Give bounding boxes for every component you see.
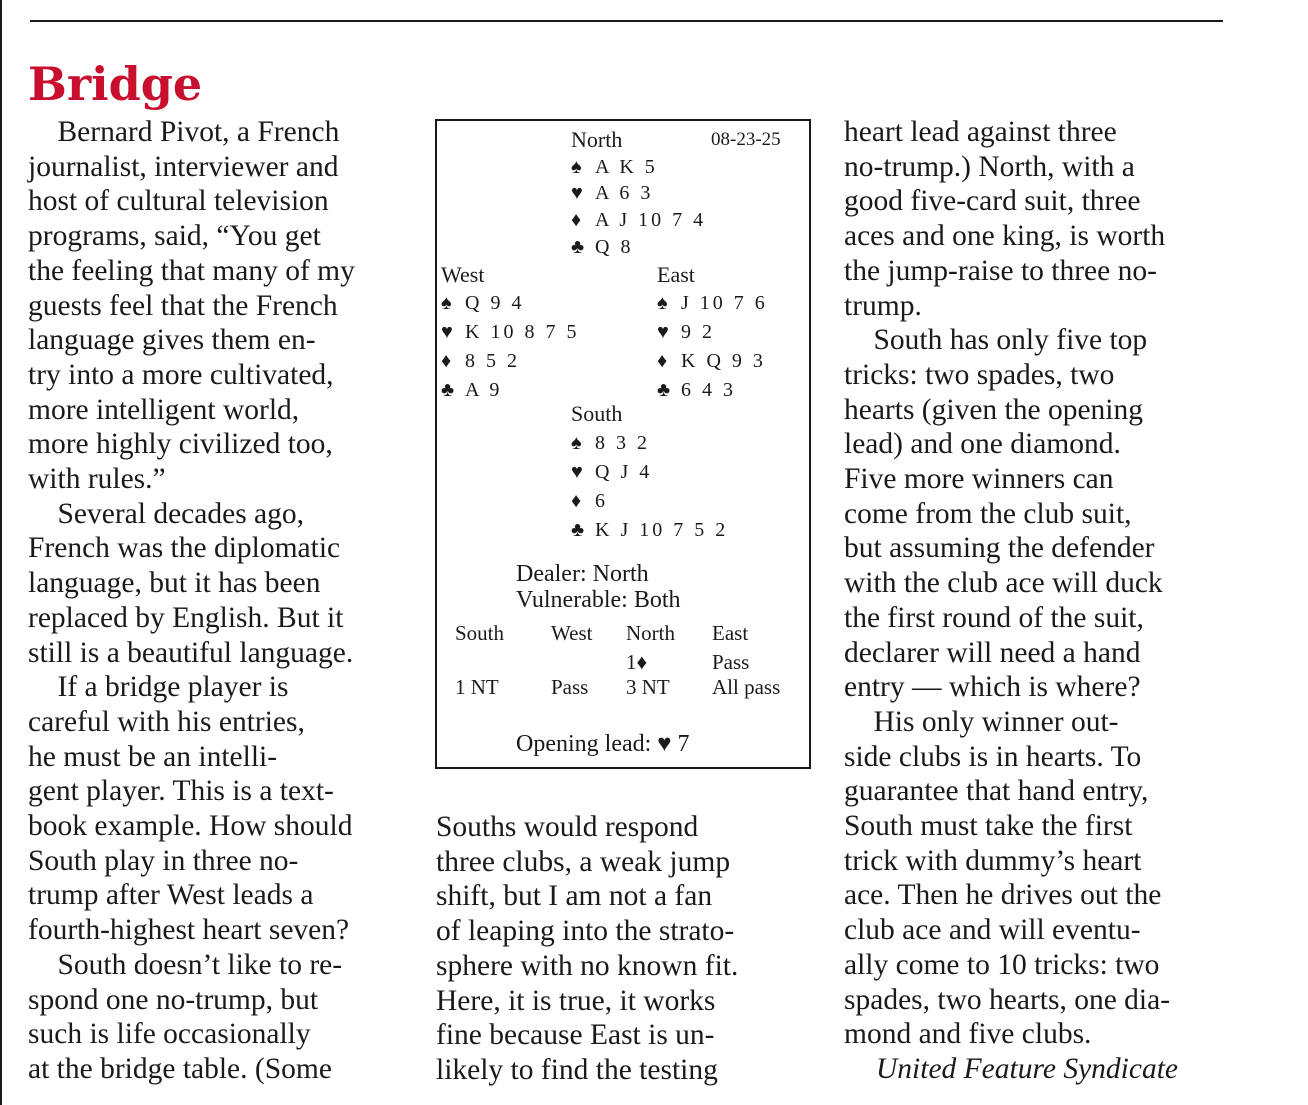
syndicate-credit: United Feature Syndicate [876,1052,1179,1085]
east-hearts: ♥ 9 2 [657,321,715,343]
north-hearts: ♥ A 6 3 [571,182,654,204]
text-line: French was the diplomatic [28,532,341,565]
diamond-icon: ♦ [657,350,668,372]
auction-bid: 1 NT [455,675,499,699]
diamond-icon: ♦ [441,350,452,372]
east-label: East [657,262,695,287]
text-line: of leaping into the strato- [436,915,735,948]
text-line: with rules.” [28,463,166,496]
text-line: club ace and will eventu- [844,914,1141,947]
vulnerable-line: Vulnerable: Both [516,587,681,613]
auction-bid: Pass [551,675,589,699]
text-line: fine because East is un- [436,1019,715,1052]
text-line: book example. How should [28,810,353,843]
text-line: host of cultural television [28,185,329,218]
dealer-line: Dealer: North [516,561,649,587]
diamond-icon: ♦ [571,209,582,231]
text-line: ally come to 10 tricks: two [844,948,1160,981]
text-line: hearts (given the opening [844,393,1144,426]
auction-header-east: East [712,621,749,645]
text-line: mond and five clubs. [844,1018,1092,1051]
text-line: aces and one king, is worth [844,220,1166,253]
text-line: South play in three no- [28,844,299,877]
south-diamonds: ♦ 6 [571,490,608,512]
south-clubs: ♣ K J 10 7 5 2 [571,519,729,541]
heart-icon: ♥ [441,321,453,343]
south-hearts: ♥ Q J 4 [571,461,653,483]
diamond-icon: ♦ [571,490,582,512]
club-icon: ♣ [657,379,671,401]
text-line: still is a beautiful language. [28,636,354,669]
text-line: more intelligent world, [28,393,300,426]
west-label: West [441,262,485,287]
west-hearts: ♥ K 10 8 7 5 [441,321,580,343]
text-line: heart lead against three [844,116,1117,148]
text-line: Souths would respond [436,811,699,843]
text-line: shift, but I am not a fan [436,880,713,913]
text-column-3 [844,115,1229,1087]
text-line: Five more winners can [844,463,1114,496]
column-title: Bridge [28,57,203,111]
north-label: North [571,127,623,152]
auction-header-south: South [455,621,505,645]
auction-bid: 3 NT [626,675,670,699]
text-line: the feeling that many of my [28,254,355,287]
text-line: trick with dummy’s heart [844,844,1142,877]
text-line: good five-card suit, three [844,185,1141,218]
diagram-date: 08-23-25 [711,129,781,150]
text-line: but assuming the defender [844,532,1155,565]
heart-icon: ♥ [571,182,583,204]
text-line: lead) and one diamond. [844,428,1121,461]
left-border [0,0,2,1105]
east-diamonds: ♦ K Q 9 3 [657,350,766,372]
spade-icon: ♠ [571,156,582,178]
text-line: more highly civilized too, [28,428,333,461]
text-line: declarer will need a hand [844,636,1141,669]
text-line: ace. Then he drives out the [844,879,1162,912]
text-line: South must take the first [844,810,1133,843]
text-column-2 [436,810,811,1088]
club-icon: ♣ [441,379,455,401]
west-diamonds: ♦ 8 5 2 [441,350,520,372]
north-clubs: ♣ Q 8 [571,236,634,258]
text-line: replaced by English. But it [28,601,344,634]
north-diamonds: ♦ A J 10 7 4 [571,209,707,231]
text-line: with the club ace will duck [844,567,1163,600]
text-line: three clubs, a weak jump [436,845,731,878]
text-line: journalist, interviewer and [28,150,339,183]
spade-icon: ♠ [571,432,582,454]
text-line: trump. [844,289,922,322]
auction-bid: 1♦ [626,650,648,674]
club-icon: ♣ [571,519,585,541]
auction-bid: Pass [712,650,750,674]
text-line: South has only five top [844,324,1148,357]
text-line: Bernard Pivot, a French [28,116,340,148]
text-line: entry — which is where? [844,671,1141,704]
text-line: language, but it has been [28,567,321,600]
text-column-1 [28,115,413,1087]
text-line: spond one no-trump, but [28,983,319,1016]
text-line: guests feel that the French [28,289,338,322]
text-line: Here, it is true, it works [436,984,716,1017]
spade-icon: ♠ [441,292,452,314]
south-spades: ♠ 8 3 2 [571,432,650,454]
east-spades: ♠ J 10 7 6 [657,292,768,314]
text-line: fourth-highest heart seven? [28,914,350,947]
text-line: at the bridge table. (Some [28,1052,332,1085]
text-line: guarantee that hand entry, [844,775,1149,808]
spade-icon: ♠ [657,292,668,314]
auction-header-north: North [626,621,675,645]
text-line: he must be an intelli- [28,740,278,773]
west-clubs: ♣ A 9 [441,379,503,401]
text-line: trump after West leads a [28,879,314,912]
heart-icon: ♥ [657,321,669,343]
text-line: careful with his entries, [28,705,305,738]
text-line: spades, two hearts, one dia- [844,983,1171,1016]
text-line: tricks: two spades, two [844,358,1115,391]
text-line: language gives them en- [28,324,316,357]
text-line: sphere with no known fit. [436,949,739,982]
text-line: come from the club suit, [844,497,1132,530]
west-spades: ♠ Q 9 4 [441,292,525,314]
text-line: the first round of the suit, [844,601,1144,634]
east-clubs: ♣ 6 4 3 [657,379,736,401]
text-line: side clubs is in hearts. To [844,740,1142,773]
text-line: likely to find the testing [436,1053,718,1086]
text-line: the jump-raise to three no- [844,254,1157,287]
text-line: His only winner out- [844,705,1119,738]
text-line: such is life occasionally [28,1018,311,1051]
text-line: gent player. This is a text- [28,775,334,808]
heart-icon: ♥ [571,461,583,483]
bridge-diagram [435,119,811,769]
club-icon: ♣ [571,236,585,258]
text-line: programs, said, “You get [28,220,321,253]
text-line: no-trump.) North, with a [844,150,1135,183]
north-spades: ♠ A K 5 [571,156,658,178]
opening-lead: Opening lead: ♥ 7 [516,731,690,757]
auction-header-west: West [551,621,593,645]
south-label: South [571,401,623,426]
top-rule [30,20,1223,22]
text-line: If a bridge player is [28,671,289,704]
text-line: Several decades ago, [28,497,305,530]
text-line: South doesn’t like to re- [28,948,343,981]
auction-bid: All pass [712,675,781,699]
text-line: try into a more cultivated, [28,358,334,391]
